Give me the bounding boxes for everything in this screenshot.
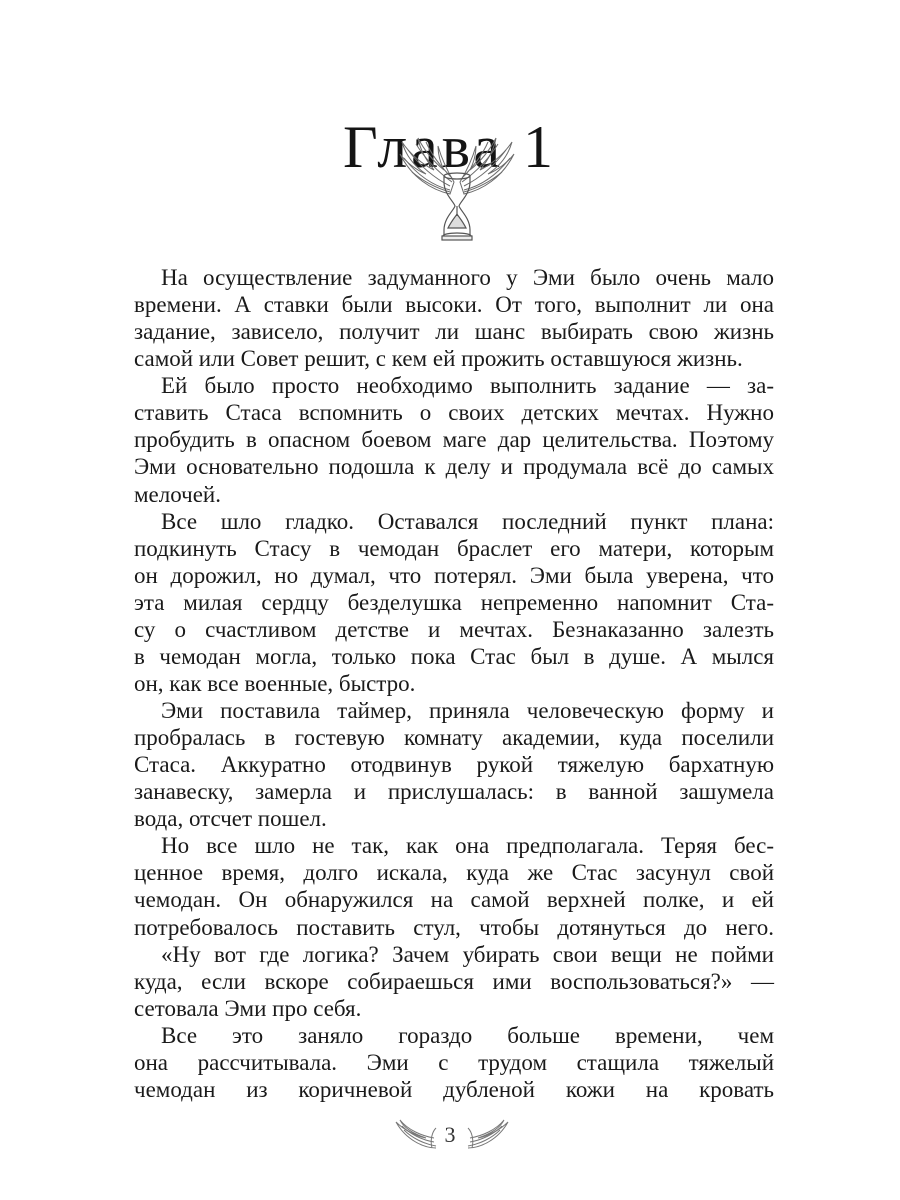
text-line: пробудить в опасном боевом маге дар целительства. Поэтому [134,427,774,453]
text-line: она рассчитывала. Эми с трудом стащила тяжелый [134,1049,774,1075]
text-line: На осуществление задуманного у Эми было очень мало [161,265,774,290]
text-line: су о счастливом детстве и мечтах. Безнаказанно залезть [134,616,774,642]
text-line: времени. А ставки были высоки. От того, выполнит ли она [134,292,774,318]
right-wing-icon [466,1118,510,1154]
text-line: задание, зависело, получит ли шанс выбирать свою жизнь [134,319,774,345]
text-line: он дорожил, но думал, что потерял. Эми была уверена, что [134,562,774,588]
text-line: сетовала Эми про себя. [134,995,362,1021]
text-line: в чемодан могла, только пока Стас был в душе. А мылся [134,643,774,669]
text-line: подкинуть Стасу в чемодан браслет его матери, которым [134,535,774,561]
page-number: 3 [444,1122,456,1147]
text-line: занавеску, замерла и прислушалась: в ванной зашумела [134,779,774,805]
text-line: пробралась в гостевую комнату академии, куда поселили [134,725,774,751]
text-line: чемодан из коричневой дубленой кожи на кровать [134,1076,774,1102]
winged-hourglass-icon [392,132,522,244]
chapter-body [134,264,774,1103]
text-line: Все это заняло гораздо больше времени, чем [161,1022,774,1048]
paragraph [134,941,774,1022]
text-line: ставить Стаса вспомнить о своих детских мечтах. Нужно [134,400,774,426]
text-line: Эми основательно подошла к делу и продумала всё до самых [134,454,774,480]
text-line: мелочей. [134,481,221,507]
text-line: Стаса. Аккуратно отодвинув рукой тяжелую бархатную [134,752,774,778]
text-line: он, как все военные, быстро. [134,670,416,696]
paragraph [134,832,774,940]
text-line: чемодан. Он обнаружился на самой верхней полке, и ей [134,887,774,913]
text-line: «Ну вот где логика? Зачем убирать свои вещи не пойми [161,941,774,967]
text-line: эта милая сердцу безделушка непременно напомнит Ста- [134,589,774,615]
text-line: ценное время, долго искала, куда же Стас засунул свой [134,860,774,886]
paragraph [134,1022,774,1103]
text-line: Эми поставила таймер, приняла человеческую форму и [161,698,774,723]
text-line: вода, отсчет пошел. [134,806,327,832]
text-line: Все шло гладко. Оставался последний пункт плана: [161,508,774,534]
text-line: Но все шло не так, как она предполагала. Теряя бес- [161,833,774,859]
text-line: куда, если вскоре собираешься ими воспользоваться?» — [134,968,774,994]
paragraph [134,264,774,372]
paragraph [134,697,774,832]
chapter-title: Глава 1 [343,114,557,181]
text-line: потребовалось поставить стул, чтобы дотянуться до него. [134,914,774,940]
paragraph [134,372,774,507]
page-footer [380,1118,520,1158]
text-line: Ей было просто необходимо выполнить задание — за- [161,373,774,399]
text-line: самой или Совет решит, с кем ей прожить оставшуюся жизнь. [134,346,743,372]
paragraph [134,508,774,697]
